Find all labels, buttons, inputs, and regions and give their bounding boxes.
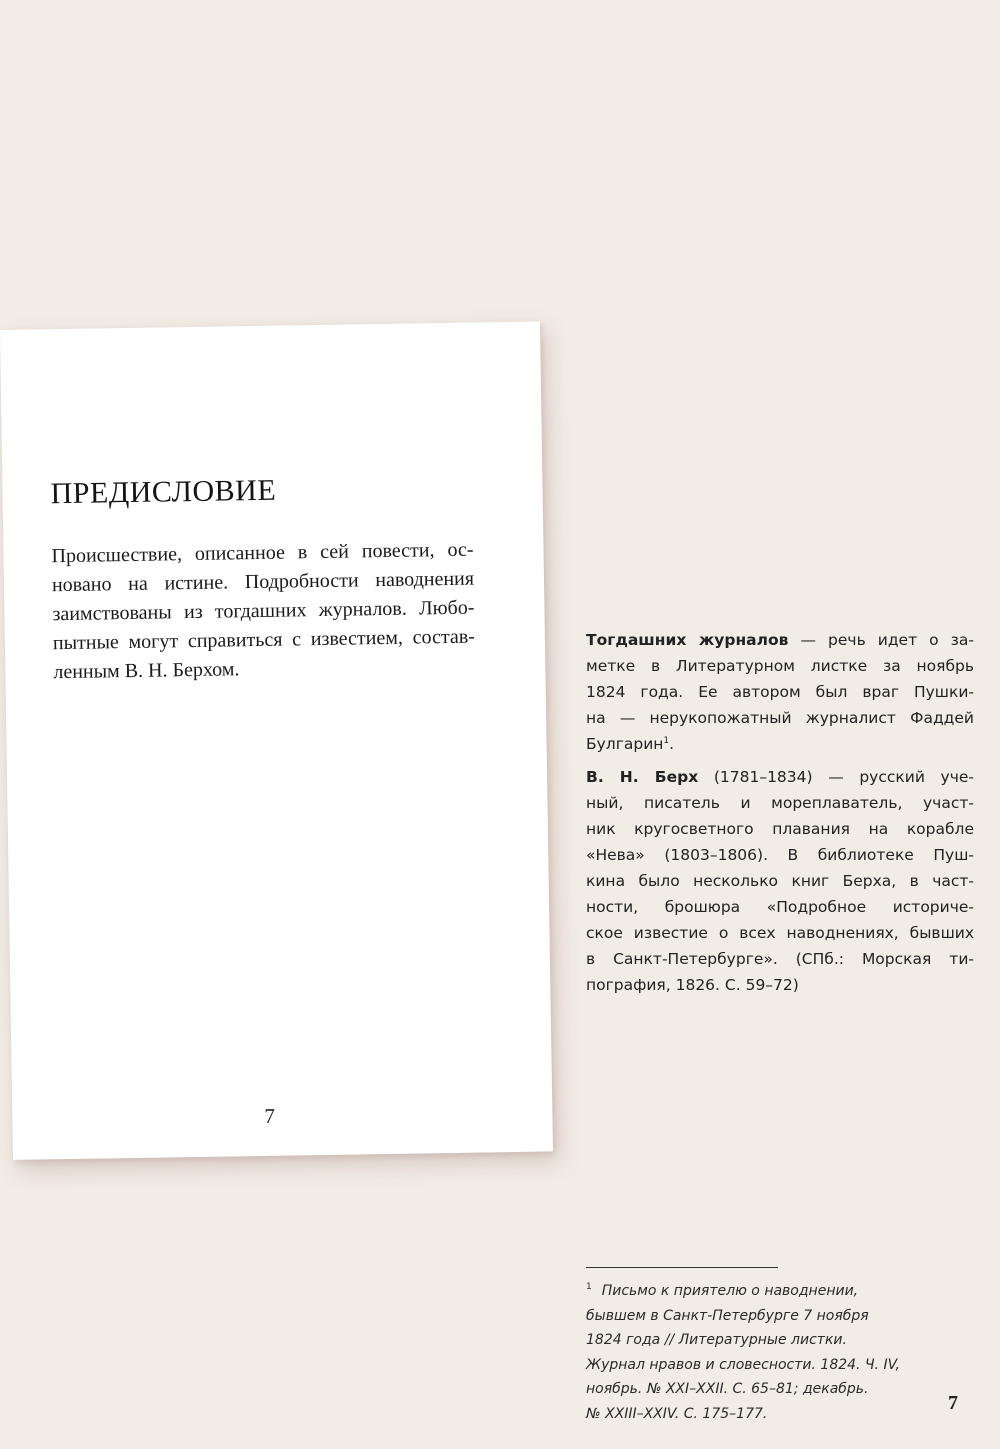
- note-text: .: [669, 735, 675, 753]
- note-text: — речь идет о за-: [788, 631, 975, 649]
- footnote-line: [586, 1279, 946, 1304]
- note-term: В. Н. Берх: [586, 768, 699, 786]
- note-text: Булгарин: [586, 735, 664, 753]
- note-line: 1824 года. Ее автором был враг Пушки-: [586, 683, 974, 701]
- note-line: ник кругосветного плавания на корабле: [586, 820, 974, 838]
- note-line: метке в Литературном листке за ноябрь: [586, 657, 974, 675]
- preface-title: ПРЕДИСЛОВИЕ: [50, 473, 277, 511]
- book-page-number: 7: [264, 1103, 276, 1128]
- footnote-line: 1824 года // Литературные листки.: [586, 1332, 847, 1348]
- preface-line: пытные могут справиться с известием, состав-: [52, 625, 476, 655]
- preface-line: Происшествие, описанное в сей повести, ос-: [51, 538, 474, 568]
- note-line: в Санкт-Петербурге». (СПб.: Морская ти-: [586, 950, 974, 968]
- note-line: «Нева» (1803–1806). В библиотеке Пуш-: [586, 846, 974, 864]
- footnote-line: № XXIII–XXIV. С. 175–177.: [586, 1405, 768, 1422]
- footnote: [586, 1279, 946, 1426]
- note-line: [586, 627, 974, 653]
- note-text: (1781–1834) — русский уче-: [698, 768, 974, 786]
- preface-line: новано на истине. Подробности наводнения: [51, 567, 475, 597]
- commentary-note-berkh: [586, 764, 974, 998]
- note-line: ности, брошюра «Подробное историче-: [586, 898, 974, 916]
- preface-line: ленным В. Н. Берхом.: [53, 658, 240, 684]
- footnote-divider: [586, 1267, 778, 1268]
- footnote-line: бывшем в Санкт-Петербурге 7 ноября: [586, 1307, 869, 1324]
- page-number: 7: [948, 1392, 958, 1414]
- preface-line: заимствованы из тогдашних журналов. Любо-: [52, 596, 475, 626]
- note-term: Тогдашних журналов: [586, 631, 789, 649]
- commentary-note-journals: [586, 627, 974, 757]
- footnote-text: Письмо к приятелю о наводнении,: [601, 1283, 859, 1299]
- footnote-reference: 1: [663, 735, 670, 746]
- preface-text: [51, 536, 475, 688]
- footnote-line: ноябрь. № XXI–XXII. С. 65–81; декабрь.: [586, 1381, 869, 1397]
- note-line: на — нерукопожатный журналист Фаддей: [586, 709, 974, 727]
- note-line: ный, писатель и мореплаватель, участ-: [586, 794, 974, 812]
- note-line: ское известие о всех наводнениях, бывших: [586, 924, 974, 942]
- book-page-reproduction: [0, 322, 553, 1160]
- note-line: кина было несколько книг Берха, в част-: [586, 872, 974, 890]
- footnote-mark: 1: [586, 1282, 592, 1293]
- note-line: [586, 764, 974, 790]
- note-line: пография, 1826. С. 59–72): [586, 976, 799, 994]
- footnote-line: Журнал нравов и словесности. 1824. Ч. IV,: [586, 1356, 900, 1373]
- note-line: [586, 731, 974, 757]
